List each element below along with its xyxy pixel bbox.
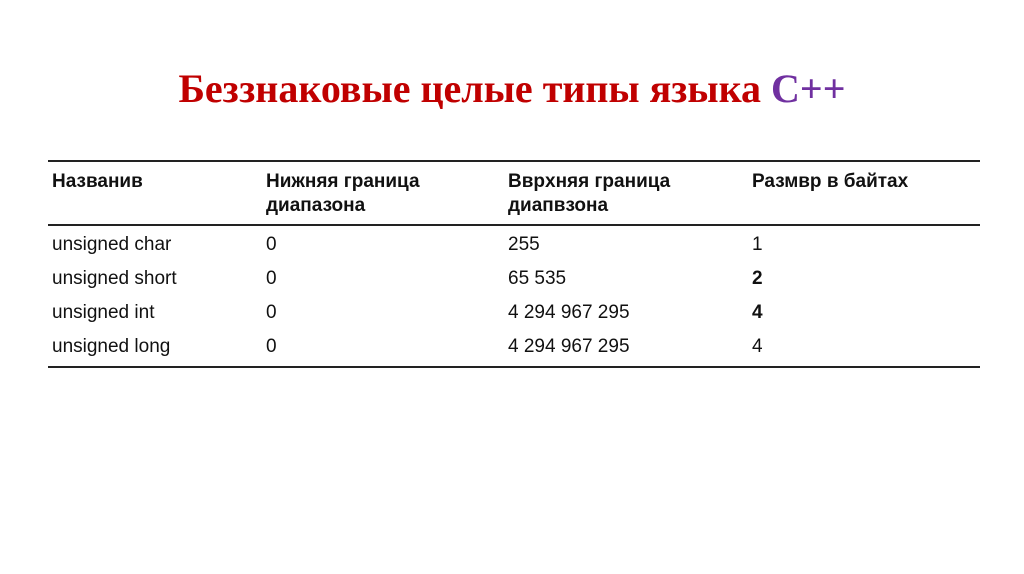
header-upper-bound: Ввpxняя граница диапвзона bbox=[508, 171, 671, 216]
cell-type-name: unsigned short bbox=[52, 268, 177, 289]
table-header-row bbox=[48, 161, 980, 225]
slide-title bbox=[0, 65, 1024, 113]
cell-size: 4 bbox=[752, 302, 763, 323]
table-row bbox=[48, 225, 980, 262]
table-row bbox=[48, 262, 980, 296]
title-language: С++ bbox=[771, 65, 846, 111]
table-row bbox=[48, 330, 980, 367]
table-row bbox=[48, 296, 980, 330]
cell-lower-bound: 0 bbox=[266, 234, 277, 255]
header-lower-bound: Нижняя граница диапазона bbox=[266, 171, 420, 216]
title-main: Беззнаковые целые типы языка bbox=[178, 65, 772, 111]
cell-type-name: unsigned int bbox=[52, 302, 155, 323]
cell-size: 2 bbox=[752, 268, 763, 289]
cell-type-name: unsigned char bbox=[52, 234, 172, 255]
cell-type-name: unsigned long bbox=[52, 336, 171, 357]
unsigned-types-table bbox=[48, 160, 980, 368]
cell-lower-bound: 0 bbox=[266, 336, 277, 357]
header-size-bytes: Размвр в байтах bbox=[752, 171, 909, 192]
cell-size: 4 bbox=[752, 336, 763, 357]
cell-lower-bound: 0 bbox=[266, 302, 277, 323]
cell-upper-bound: 4 294 967 295 bbox=[508, 302, 630, 323]
cell-upper-bound: 65 535 bbox=[508, 268, 567, 289]
header-name: Названив bbox=[52, 171, 143, 192]
cell-lower-bound: 0 bbox=[266, 268, 277, 289]
cell-upper-bound: 4 294 967 295 bbox=[508, 336, 630, 357]
cell-size: 1 bbox=[752, 234, 763, 255]
cell-upper-bound: 255 bbox=[508, 234, 540, 255]
types-table-container bbox=[48, 160, 980, 368]
